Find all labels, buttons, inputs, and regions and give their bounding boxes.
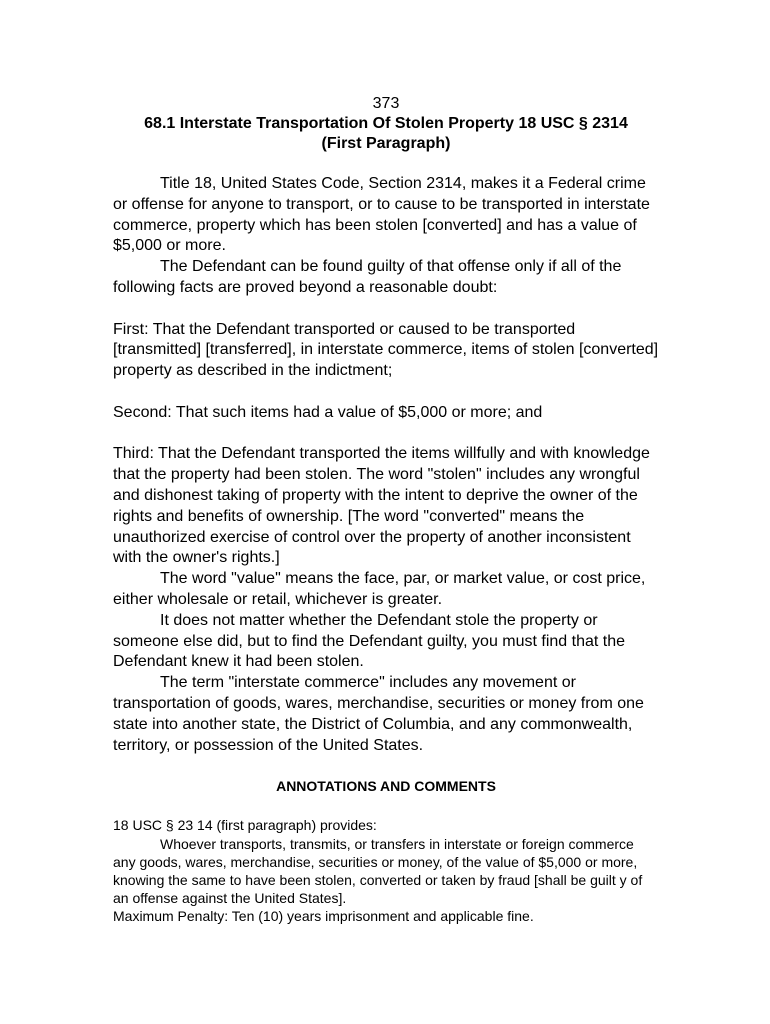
annotation-statute-quote: Whoever transports, transmits, or transfers in interstate or foreign commerce any goods, wares, merchandise, securities or money, of the value of $5,000 or more, knowing the same to have been stolen, converted or taken by fraud [shall be guilt y of an offense against the United States]. — [113, 835, 643, 907]
paragraph-knowledge: It does not matter whether the Defendant stole the property or someone else did, but to find the Defendant guilty, you must find that the Defendant knew it had been stolen. — [113, 611, 626, 671]
element-third: Third: That the Defendant transported the items willfully and with knowledge that the property had been stolen. The word "stolen" includes any wrongful and dishonest taking of property with the intent to deprive the owner of the rights and benefits of ownership. [The word "converted" means the unauthorized exercise of control over the property of another inconsistent with the owner's rights.] — [113, 445, 650, 567]
title-line-1: 68.1 Interstate Transportation Of Stolen Property 18 USC § 2314 — [144, 115, 628, 132]
page-content — [113, 94, 659, 926]
annotations-body — [113, 816, 659, 925]
instruction-body — [113, 174, 659, 756]
annotation-intro: 18 USC § 23 14 (first paragraph) provides: — [113, 817, 377, 834]
element-first: First: That the Defendant transported or caused to be transported [transmitted] [transferred], in interstate commerce, items of stolen [converted] property as described in the indictment; — [113, 320, 659, 380]
paragraph-statute: Title 18, United States Code, Section 2314, makes it a Federal crime or offense for anyone to transport, or to cause to be transported in interstate commerce, property which has been stolen [converted] and has a value of $5,000 or more. — [113, 175, 650, 255]
annotation-penalty: Maximum Penalty: Ten (10) years imprisonment and applicable fine. — [113, 908, 534, 925]
paragraph-value: The word "value" means the face, par, or market value, or cost price, either wholesale or retail, whichever is greater. — [113, 570, 646, 608]
annotations-heading: ANNOTATIONS AND COMMENTS — [276, 778, 496, 795]
element-second: Second: That such items had a value of $5,000 or more; and — [113, 403, 543, 421]
paragraph-elements-intro: The Defendant can be found guilty of that offense only if all of the following facts are proved beyond a reasonable doubt: — [113, 258, 622, 296]
page-number: 373 — [372, 95, 400, 112]
title-line-2: (First Paragraph) — [321, 135, 451, 152]
paragraph-interstate-commerce: The term "interstate commerce" includes any movement or transportation of goods, wares, merchandise, securities or money from one state into another state, the District of Columbia, and any commonwealth, territory, or possession of the United States. — [113, 674, 644, 754]
